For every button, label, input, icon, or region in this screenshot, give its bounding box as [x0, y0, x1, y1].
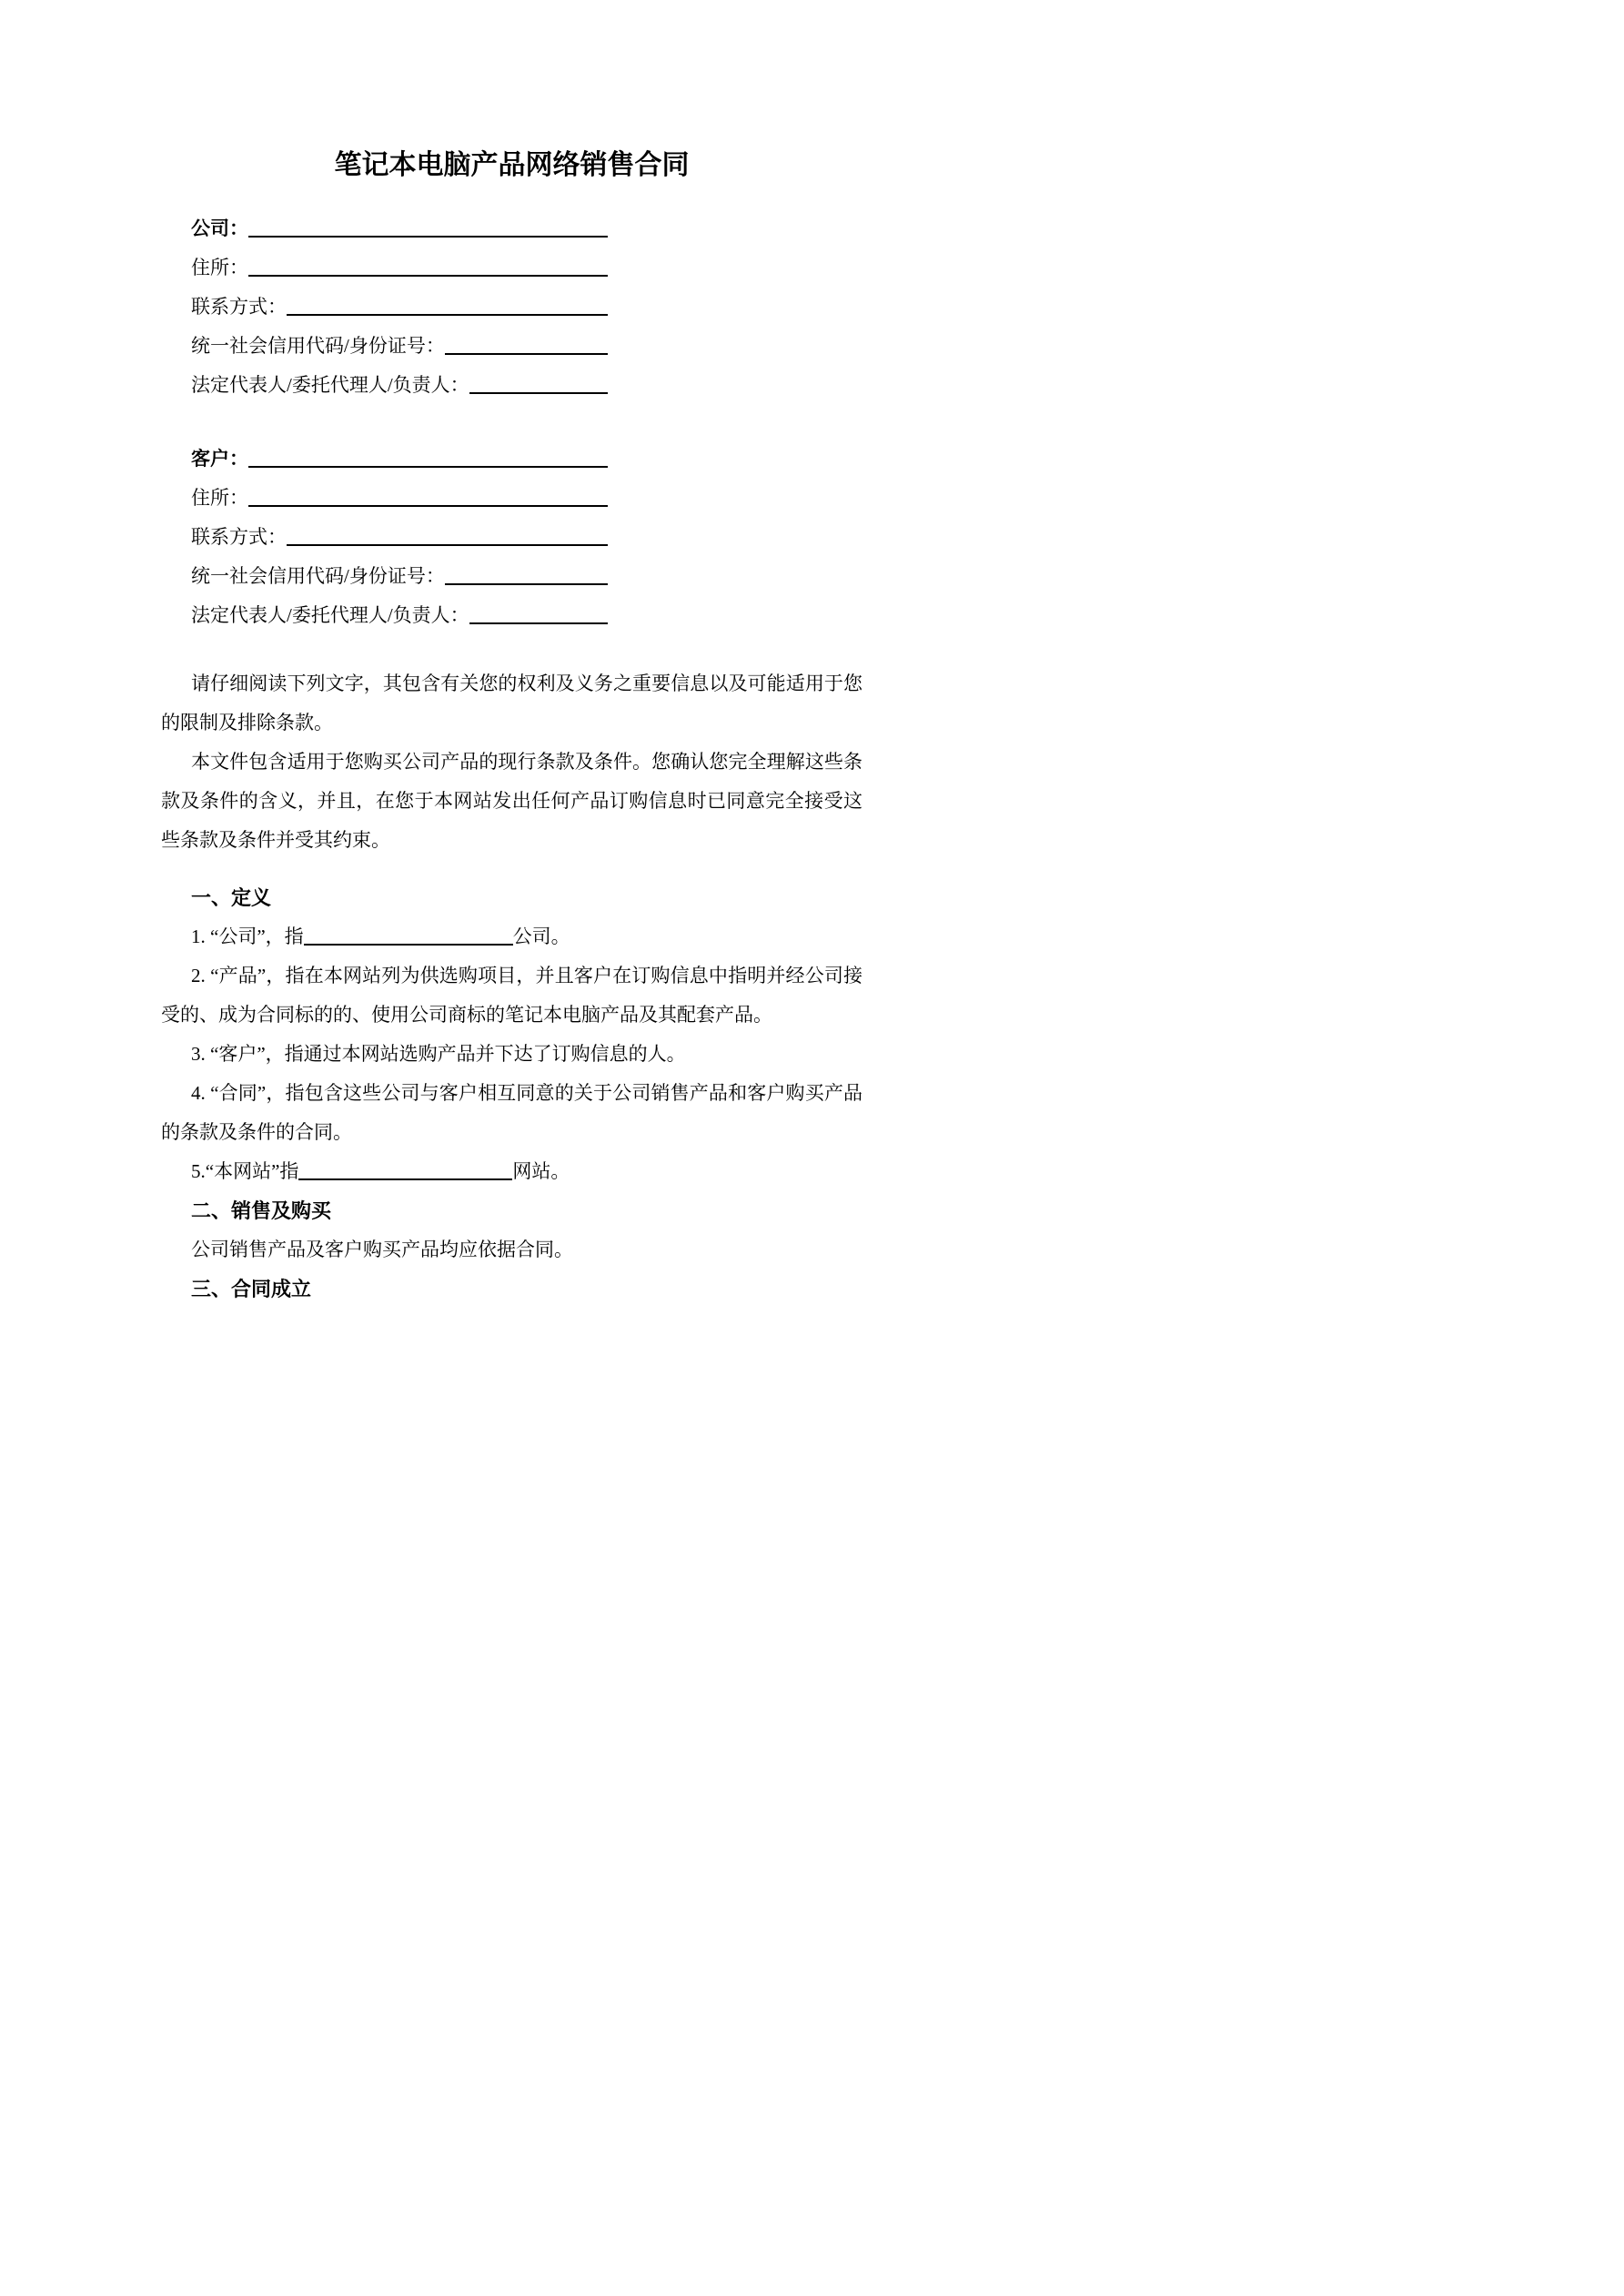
- customer-address-row: [191, 479, 608, 518]
- company-party-block: [191, 209, 608, 405]
- clause-text: 1. “公司”，指: [191, 925, 304, 947]
- document-content: [161, 146, 862, 1309]
- company-name-row: [191, 209, 608, 248]
- blank-line: [248, 275, 608, 277]
- blank-line: [298, 1175, 512, 1180]
- company-contact-row: [191, 288, 608, 327]
- clause-text: 网站。: [512, 1160, 570, 1182]
- blank-line: [445, 353, 608, 355]
- blank-line: [304, 940, 513, 946]
- customer-contact-row: [191, 518, 608, 557]
- blank-line: [469, 622, 608, 624]
- clause-text: 5.“本网站”指: [191, 1160, 299, 1182]
- section-heading-definitions: 一、定义: [191, 886, 272, 909]
- blank-line: [287, 314, 608, 316]
- blank-line: [445, 583, 608, 585]
- intro-paragraph: 本文件包含适用于您购买公司产品的现行条款及条件。您确认您完全理解这些条款及条件的含义，并且，在您于本网站发出任何产品订购信息时已同意完全接受这些条款及条件并受其约束。: [161, 751, 862, 851]
- customer-name-row: [191, 440, 608, 479]
- contact-label: 联系方式：: [191, 296, 287, 318]
- representative-label: 法定代表人/委托代理人/负责人：: [191, 374, 469, 396]
- contract-title: 笔记本电脑产品网络销售合同: [334, 150, 690, 180]
- customer-credit-code-row: [191, 557, 608, 596]
- address-label: 住所：: [191, 487, 248, 509]
- credit-code-label: 统一社会信用代码/身份证号：: [191, 565, 445, 587]
- section-heading-contract-formation: 三、合同成立: [191, 1278, 312, 1300]
- customer-party-block: [191, 440, 608, 635]
- company-address-row: [191, 248, 608, 288]
- clause-contract-definition: 4. “合同”，指包含这些公司与客户相互同意的关于公司销售产品和客户购买产品的条款及条件的合同。: [161, 1082, 862, 1143]
- clause-sale-purchase: 公司销售产品及客户购买产品均应依据合同。: [191, 1239, 573, 1260]
- clause-company-definition: [161, 917, 862, 956]
- representative-label: 法定代表人/委托代理人/负责人：: [191, 604, 469, 626]
- blank-line: [248, 236, 608, 238]
- blank-line: [248, 505, 608, 507]
- contact-label: 联系方式：: [191, 526, 287, 548]
- intro-section: [161, 664, 862, 860]
- clause-website-definition: [161, 1152, 862, 1191]
- clause-customer-definition: 3. “客户”，指通过本网站选购产品并下达了订购信息的人。: [191, 1043, 686, 1065]
- company-credit-code-row: [191, 327, 608, 366]
- clause-product-definition: 2. “产品”，指在本网站列为供选购项目，并且客户在订购信息中指明并经公司接受的、成为合同标的的、使用公司商标的笔记本电脑产品及其配套产品。: [161, 965, 862, 1026]
- company-label: 公司：: [191, 218, 248, 239]
- company-representative-row: [191, 366, 608, 405]
- section-heading-sale-purchase: 二、销售及购买: [191, 1199, 332, 1222]
- credit-code-label: 统一社会信用代码/身份证号：: [191, 335, 445, 357]
- customer-label: 客户：: [191, 449, 248, 470]
- blank-line: [469, 392, 608, 394]
- intro-paragraph: 请仔细阅读下列文字，其包含有关您的权利及义务之重要信息以及可能适用于您的限制及排除条款。: [161, 673, 862, 733]
- blank-line: [248, 466, 608, 468]
- clause-text: 公司。: [512, 925, 570, 947]
- address-label: 住所：: [191, 257, 248, 278]
- customer-representative-row: [191, 596, 608, 635]
- blank-line: [287, 544, 608, 546]
